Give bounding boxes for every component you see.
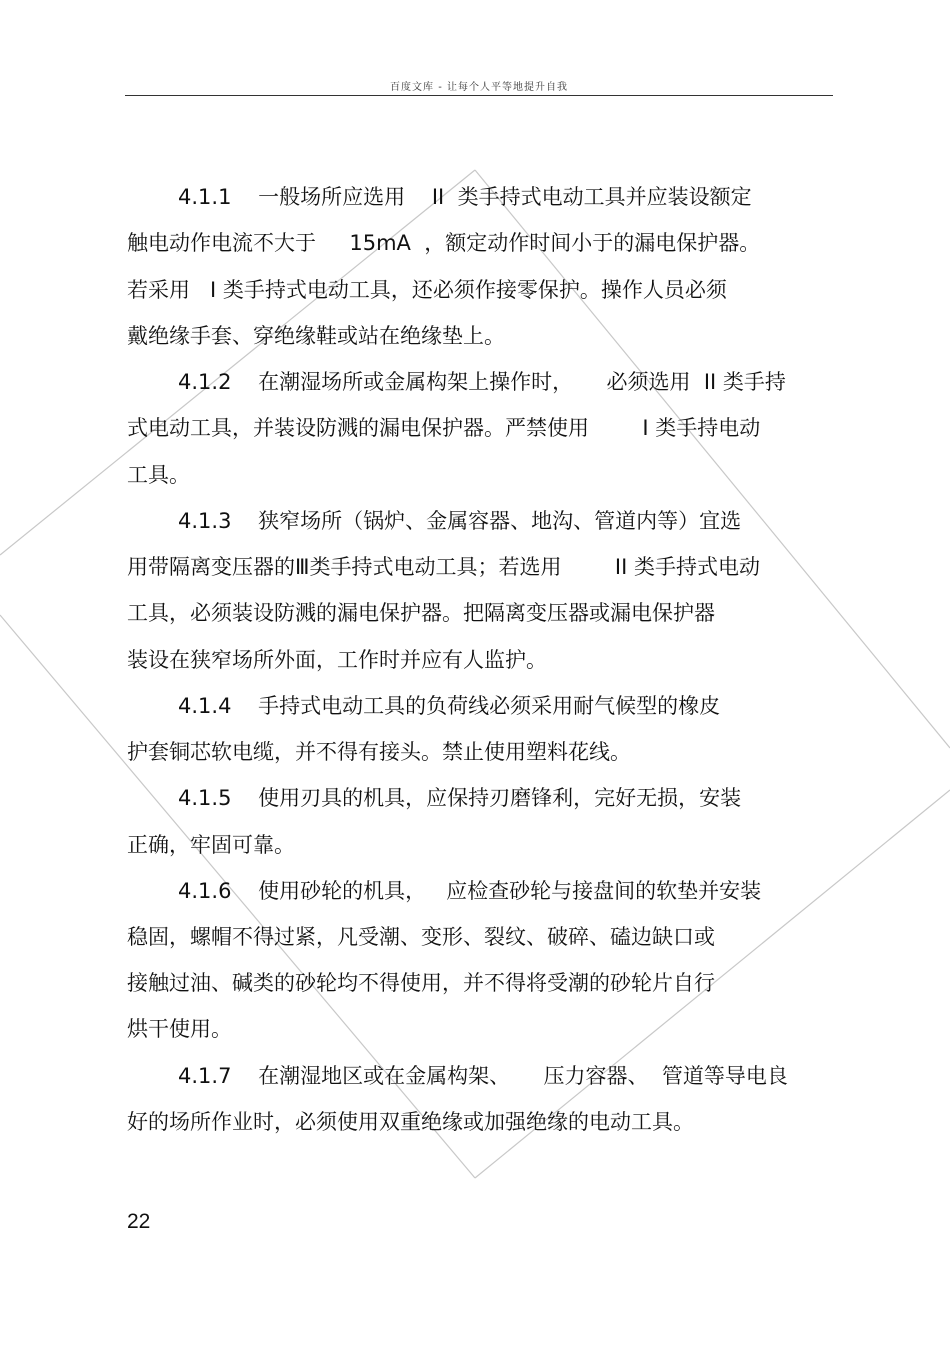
- paragraph-line: 接触过油、碱类的砂轮均不得使用，并不得将受潮的砂轮片自行: [127, 971, 715, 995]
- paragraph-line: 4.1.7 在潮湿地区或在金属构架、 压力容器、 管道等导电良: [178, 1064, 788, 1088]
- paragraph-line: 4.1.1 一般场所应选用 II 类手持式电动工具并应装设额定: [178, 185, 752, 209]
- paragraph-line: 工具，必须装设防溅的漏电保护器。把隔离变压器或漏电保护器: [127, 601, 715, 625]
- paragraph-line: 式电动工具，并装设防溅的漏电保护器。严禁使用 I 类手持电动: [127, 416, 761, 440]
- paragraph-line: 戴绝缘手套、穿绝缘鞋或站在绝缘垫上。: [127, 324, 505, 348]
- paragraph-line: 4.1.6 使用砂轮的机具， 应检查砂轮与接盘间的软垫并安装: [178, 879, 762, 903]
- page-number: 22: [127, 1210, 151, 1233]
- header-divider: [125, 95, 833, 96]
- paragraph-line: 正确，牢固可靠。: [127, 833, 295, 857]
- paragraph-line: 装设在狭窄场所外面，工作时并应有人监护。: [127, 648, 547, 672]
- paragraph-line: 4.1.2 在潮湿场所或金属构架上操作时， 必须选用 II 类手持: [178, 370, 786, 394]
- paragraph-line: 护套铜芯软电缆，并不得有接头。禁止使用塑料花线。: [127, 740, 631, 764]
- paragraph-line: 工具。: [127, 463, 190, 487]
- paragraph-line: 4.1.4 手持式电动工具的负荷线必须采用耐气候型的橡皮: [178, 694, 721, 718]
- paragraph-line: 触电动作电流不大于 15mA ，额定动作时间小于的漏电保护器。: [127, 231, 761, 255]
- paragraph-line: 烘干使用。: [127, 1017, 232, 1041]
- paragraph-line: 好的场所作业时，必须使用双重绝缘或加强绝缘的电动工具。: [127, 1110, 694, 1134]
- paragraph-line: 用带隔离变压器的Ⅲ类手持式电动工具；若选用 II 类手持式电动: [127, 555, 760, 579]
- paragraph-line: 4.1.5 使用刃具的机具，应保持刃磨锋利，完好无损，安装: [178, 786, 742, 810]
- paragraph-line: 稳固，螺帽不得过紧，凡受潮、变形、裂纹、破碎、磕边缺口或: [127, 925, 715, 949]
- paragraph-line: 4.1.3 狭窄场所（锅炉、金属容器、地沟、管道内等）宜选: [178, 509, 742, 533]
- page-header: 百度文库 - 让每个人平等地提升自我: [390, 82, 568, 93]
- paragraph-line: 若采用 I 类手持式电动工具，还必须作接零保护。操作人员必须: [127, 278, 727, 302]
